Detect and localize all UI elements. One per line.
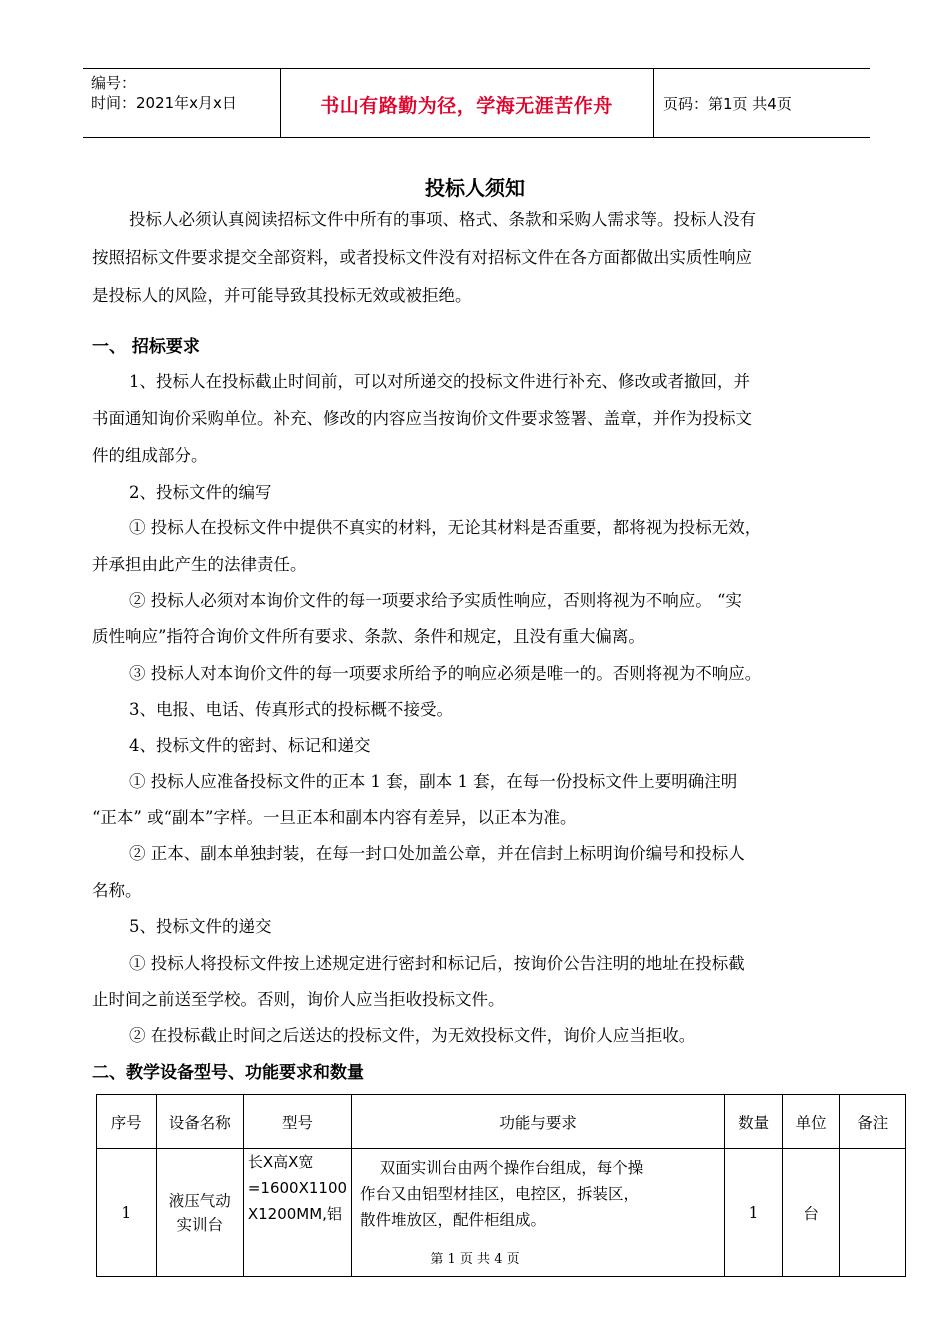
page-footer: 第 1 页 共 4 页	[430, 1252, 520, 1267]
number-label: 编号：	[91, 74, 137, 92]
body-line: 1、投标人在投标截止时间前，可以对所递交的投标文件进行补充、修改或者撤回，并	[129, 372, 750, 391]
body-line: 并承担由此产生的法律责任。	[92, 555, 307, 574]
col-header: 序号	[97, 1095, 157, 1149]
body-line: 5、投标文件的递交	[129, 917, 272, 936]
body-line: 件的组成部分。	[92, 446, 208, 465]
col-header: 型号	[243, 1095, 351, 1149]
body-line: ② 正本、副本单独封装，在每一封口处加盖公章，并在信封上标明询价编号和投标人	[129, 844, 745, 863]
cell-qty: 1	[725, 1149, 783, 1277]
func-line: 双面实训台由两个操作台组成，每个操	[360, 1159, 644, 1177]
col-header: 设备名称	[156, 1095, 243, 1149]
cell-unit: 台	[782, 1149, 840, 1277]
document-title: 投标人须知	[425, 176, 525, 200]
date-label: 时间：2021年x月x日	[91, 94, 237, 112]
col-header: 功能与要求	[352, 1095, 725, 1149]
model-line: =1600X1100	[247, 1179, 348, 1197]
header-divider	[653, 69, 654, 137]
body-line: 2、投标文件的编写	[129, 483, 272, 502]
intro-line: 按照招标文件要求提交全部资料，或者投标文件没有对招标文件在各方面都做出实质性响应	[92, 248, 752, 267]
body-line: ① 投标人将投标文件按上述规定进行密封和标记后，按询价公告注明的地址在投标截	[129, 954, 745, 973]
body-line: 止时间之前送至学校。否则，询价人应当拒收投标文件。	[92, 990, 505, 1009]
body-line: 3、电报、电话、传真形式的投标概不接受。	[129, 700, 453, 719]
body-line: 4、投标文件的密封、标记和递交	[129, 736, 371, 755]
table-header-row	[97, 1095, 906, 1149]
page-header	[83, 68, 870, 138]
body-line: 名称。	[92, 881, 142, 900]
body-line: ① 投标人应准备投标文件的正本 1 套，副本 1 套，在每一份投标文件上要明确注明	[129, 772, 738, 791]
intro-line: 投标人必须认真阅读招标文件中所有的事项、格式、条款和采购人需求等。投标人没有	[129, 210, 756, 229]
name-line: 实训台	[176, 1215, 223, 1234]
intro-line: 是投标人的风险，并可能导致其投标无效或被拒绝。	[92, 286, 472, 305]
section-heading: 二、教学设备型号、功能要求和数量	[92, 1063, 364, 1083]
func-line: 作台又由铝型材挂区，电控区，拆装区，	[360, 1185, 640, 1203]
body-line: “正本” 或“副本”字样。一旦正本和副本内容有差异，以正本为准。	[92, 808, 577, 827]
body-line: ① 投标人在投标文件中提供不真实的材料，无论其材料是否重要，都将视为投标无效，	[129, 518, 762, 537]
header-meta	[91, 73, 237, 113]
section-heading: 一、 招标要求	[92, 337, 200, 357]
func-line: 散件堆放区，配件柜组成。	[360, 1211, 547, 1229]
name-line: 液压气动	[168, 1191, 231, 1210]
model-line: X1200MM,铝	[247, 1205, 342, 1223]
header-motto: 书山有路勤为径，学海无涯苦作舟	[320, 95, 613, 117]
col-header: 单位	[782, 1095, 840, 1149]
col-header: 数量	[725, 1095, 783, 1149]
body-line: ② 在投标截止时间之后送达的投标文件，为无效投标文件，询价人应当拒收。	[129, 1026, 696, 1045]
body-line: 书面通知询价采购单位。补充、修改的内容应当按询价文件要求签署、盖章，并作为投标文	[92, 409, 752, 428]
model-line: 长X高X宽	[247, 1153, 314, 1171]
body-line: 质性响应”指符合询价文件所有要求、条款、条件和规定，且没有重大偏离。	[92, 627, 645, 646]
body-line: ② 投标人必须对本询价文件的每一项要求给予实质性响应，否则将视为不响应。 “实	[129, 591, 742, 610]
col-header: 备注	[840, 1095, 906, 1149]
cell-no: 1	[97, 1149, 157, 1277]
body-line: ③ 投标人对本询价文件的每一项要求所给予的响应必须是唯一的。否则将视为不响应。	[129, 664, 762, 683]
header-page-info: 页码：第1页 共4页	[663, 95, 792, 113]
